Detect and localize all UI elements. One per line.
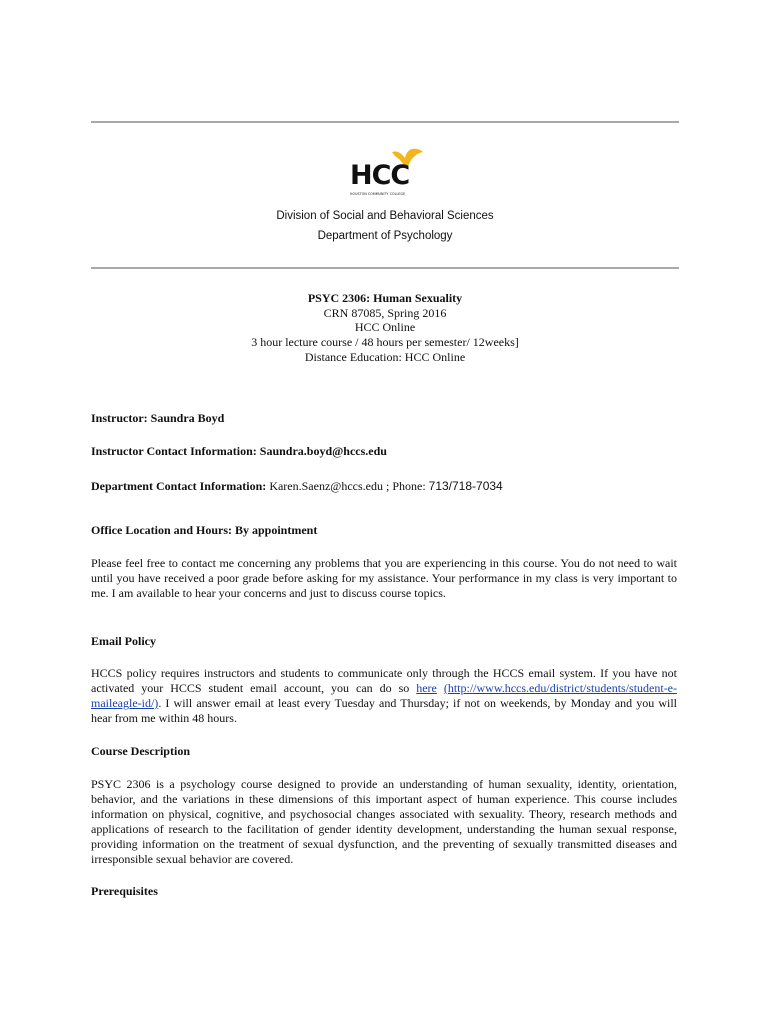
course-hours: 3 hour lecture course / 48 hours per semester/ 12weeks] [251, 335, 519, 349]
division-name: Division of Social and Behavioral Sciences [276, 210, 494, 222]
office-value: By appointment [235, 523, 318, 537]
office-label: Office Location and Hours: [91, 523, 232, 537]
email-policy-heading: Email Policy [91, 634, 156, 648]
course-crn: CRN 87085, Spring 2016 [323, 306, 447, 320]
hcc-logo [346, 148, 424, 198]
prerequisites-heading: Prerequisites [91, 884, 158, 898]
instructor-name: Saundra Boyd [150, 411, 225, 425]
email-policy-paragraph [91, 666, 677, 726]
department-contact-label: Department Contact Information: [91, 479, 267, 493]
email-url-link[interactable]: (http://www.hccs.edu/district/students/student-e-maileagle-id/) [91, 681, 678, 710]
email-policy-text-after: . I will answer email at least every Tuesday and Thursday; if not on weekends, by Monday and you will hear from me within 48 hours. [91, 696, 677, 725]
instructor-contact-line [91, 444, 387, 459]
contact-paragraph: Please feel free to contact me concerning any problems that you are experiencing in this course. You do not need to wait until you have received a poor grade before asking for my assistance. Your performance in my class is very important to me. I am available to hear your concerns and just to discuss course topics. [91, 556, 677, 600]
office-line [91, 523, 317, 538]
logo-letters: HCC [350, 160, 410, 191]
instructor-line [91, 411, 224, 426]
phone-label: ; Phone: [385, 479, 426, 493]
course-description-paragraph: PSYC 2306 is a psychology course designed to provide an understanding of human sexuality, identity, orientation, behavior, and the variations in these dimensions of this important aspect of human experience. This course includes information on physical, cognitive, and psychosocial changes associated with sexuality. Theory, research methods and applications of research to the facilitation of gender identity development, understanding the human sexual response, providing information on the treatment of sexual dysfunction, and the preventing of sexually transmitted diseases and irresponsible sexual behavior are covered. [91, 777, 677, 866]
email-policy-text: HCCS policy requires instructors and students to communicate only through the HCCS email system. If you have not activated your HCCS student email account, you can do so [91, 666, 677, 695]
course-delivery: HCC Online [354, 320, 416, 334]
instructor-contact-label: Instructor Contact Information: [91, 444, 257, 458]
top-divider [91, 121, 679, 123]
here-link[interactable]: here [416, 681, 437, 695]
middle-divider [91, 267, 679, 269]
course-title: PSYC 2306: Human Sexuality [307, 291, 463, 305]
department-name: Department of Psychology [317, 230, 453, 242]
course-distance: Distance Education: HCC Online [304, 350, 466, 364]
department-email[interactable]: Karen.Saenz@hccs.edu [269, 479, 383, 493]
instructor-email[interactable]: Saundra.boyd@hccs.edu [259, 444, 387, 458]
department-phone: 713/718-7034 [428, 479, 503, 493]
course-description-heading: Course Description [91, 744, 190, 758]
instructor-label: Instructor: [91, 411, 148, 425]
department-contact-line [91, 479, 503, 494]
logo-subtitle: HOUSTON COMMUNITY COLLEGE [350, 192, 406, 196]
